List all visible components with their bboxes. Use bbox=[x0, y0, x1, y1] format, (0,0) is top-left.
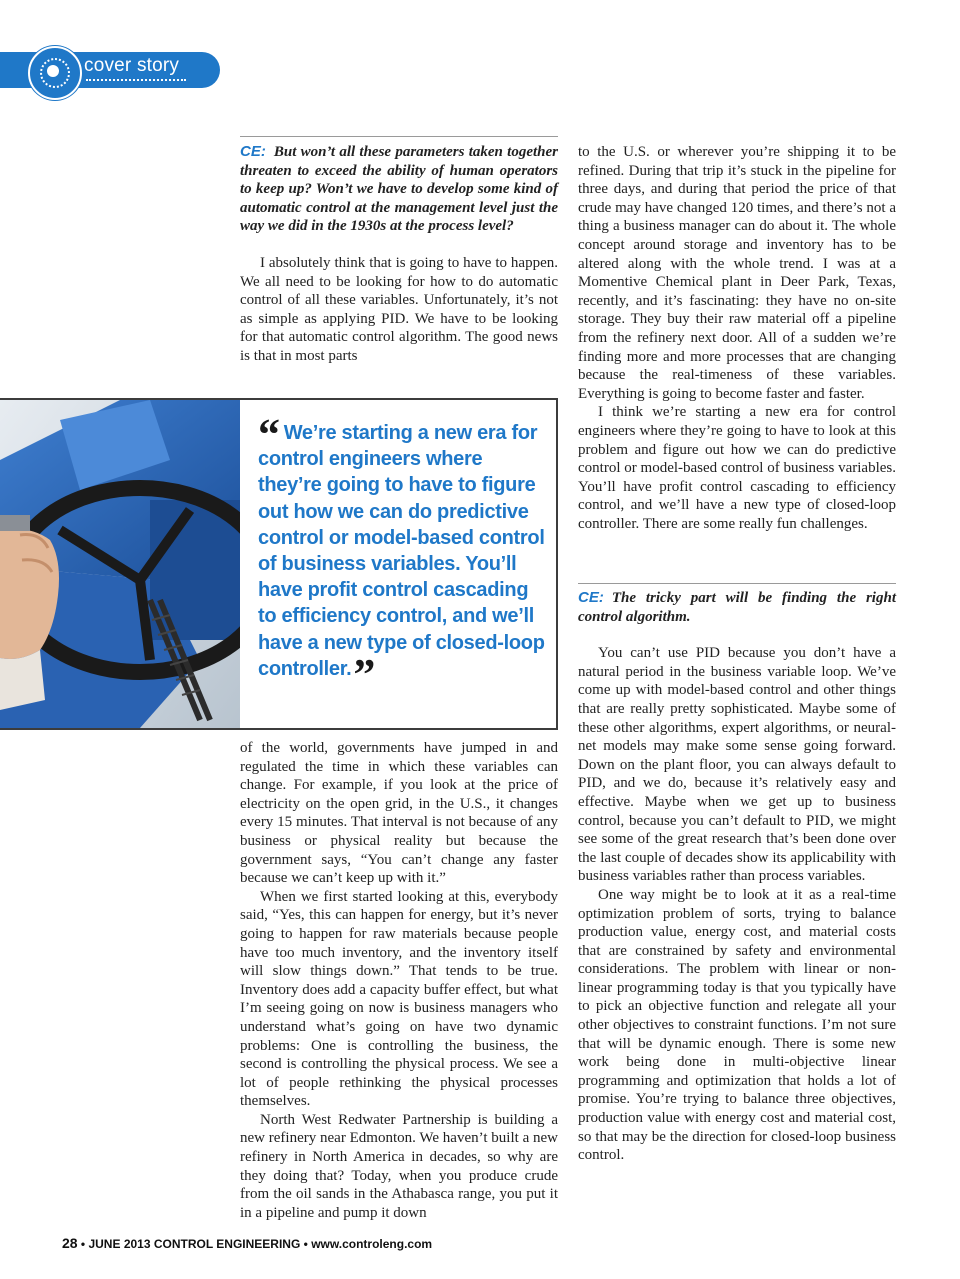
body-paragraph: to the U.S. or wherever you’re shipping it to be refined. During that trip it’s stuck in the pipeline for three days, and during that period the price of that crude may have changed 120 times, and there’s not a thing a business manager can do about it. The whole concept around storage and inventory has to be altered along with the whole trend. I was at a Momentive Chemical plant in Deer Park, Texas, recently, and it’s fascinating: they have no on-site storage. They buy their raw material off a pipeline from the refinery next door. All of a sudden we’re finding more and more processes that are changing because the real-timeness of these variables. Everything is going to become faster and faster. bbox=[578, 144, 896, 402]
valve-handwheel-photo bbox=[0, 400, 240, 728]
open-quote-icon: “ bbox=[258, 410, 280, 459]
body-paragraph: One way might be to look at it as a real-time optimization problem of sorts, trying to balance production value, energy cost, and material costs that are constrained by safety and environmental considerations. The problem with linear or non-linear programming today is that you typically have to pick an objective function and relegate all your other objectives to constraint functions. I’m not sure that will be dynamic enough. There is some new work being done in multi-objective linear programming and optimization that holds a lot of promise. You’re trying to balance three objectives, production value with energy cost and material cost, so that may be the direction for closed-loop business control. bbox=[578, 886, 896, 1164]
answer-paragraph: I absolutely think that is going to have to happen. We all need to be looking for how to do automatic control of all these variables. Unfortunately, it’s not as simple as applying PID. We have to be looking for that automatic control algorithm. The good news is that in most parts bbox=[240, 254, 558, 364]
footer-bullet: • bbox=[80, 1237, 86, 1251]
website-link[interactable]: www.controleng.com bbox=[311, 1237, 433, 1251]
right-column-top bbox=[578, 143, 896, 533]
page-footer bbox=[62, 1235, 432, 1251]
ce-label: CE: bbox=[578, 589, 604, 606]
question-rule bbox=[240, 136, 558, 137]
section-label: cover story bbox=[84, 55, 180, 76]
right-column-bottom bbox=[578, 589, 896, 1165]
question-rule bbox=[578, 583, 896, 584]
body-paragraph: of the world, governments have jumped in and regulated the time in which these variables can change. For example, if you look at the price of electricity on the open grid, in the U.S., it changes every 15 minutes. That interval is not because of any business or physical reality but because the government says, “You can’t change any faster because we can’t keep up with it.” bbox=[240, 740, 558, 887]
left-column-bottom bbox=[240, 739, 558, 1222]
issue-label: JUNE 2013 CONTROL ENGINEERING bbox=[88, 1237, 301, 1251]
body-paragraph: When we first started looking at this, everybody said, “Yes, this can happen for energy, but it’s never going to happen for raw materials because people have too much inventory, and the inventory itself will slow things down.” That tends to be true. Inventory does add a capacity buffer effect, but what I’m seeing going on now is business managers who understand what’s going on have two dynamic problems: One is controlling the business, the second is controlling the physical process. We see a lot of people rethinking the physical processes themselves. bbox=[240, 888, 558, 1110]
answer-paragraph: You can’t use PID because you don’t have a natural period in the business variable loop. We’ve come up with model-based control and other things that are really pretty sophisticated. Maybe some of these other algorithms, expert algorithms, or neural-net models may make some sense going forward. Down on the plant floor, you can always default to PID, and we do, because it’s relatively easy and effective. Maybe when we get up to business control, because you can’t default to PID, we might see some of the great research that’s been done over the last couple of decades show its applicability with business variables rather than process variables. bbox=[578, 645, 896, 885]
footer-bullet: • bbox=[303, 1237, 308, 1251]
ce-label: CE: bbox=[240, 143, 266, 160]
close-quote-icon: ” bbox=[353, 649, 376, 699]
left-column-top bbox=[240, 143, 558, 366]
pull-quote-box bbox=[0, 398, 558, 730]
body-paragraph: I think we’re starting a new era for control engineers where they’re going to have to look at this problem and figure out how we can do predictive control or model-based control of business variables. You’ll have profit control cascading to efficiency control, and we’ll have a new type of closed-loop controller. There are some really fun challenges. bbox=[578, 404, 896, 532]
cover-story-logo-icon bbox=[28, 46, 82, 100]
question-1: CE: But won’t all these parameters taken together threaten to exceed the ability of human operators to keep up? Won’t we have to develop some kind of automatic control at the management level just the way we did in the 1930s at the process level? bbox=[240, 143, 558, 235]
pull-quote: “ We’re starting a new era for control engineers where they’re going to have to figure out how we can do predictive control or model-based control of business variables. You’ll have profit control cascading to efficiency control, and we’ll have a new type of closed-loop controller.” bbox=[258, 410, 545, 699]
question-2: CE: The tricky part will be finding the right control algorithm. bbox=[578, 589, 896, 625]
body-paragraph: North West Redwater Partnership is building a new refinery near Edmonton. We haven’t built a new refinery in North America in decades, so why are they doing that? Today, when you produce crude from the oil sands in the Athabasca range, you put it in a pipeline and pump it down bbox=[240, 1111, 558, 1221]
section-label-underline bbox=[86, 79, 186, 84]
page-number: 28 bbox=[62, 1235, 78, 1251]
